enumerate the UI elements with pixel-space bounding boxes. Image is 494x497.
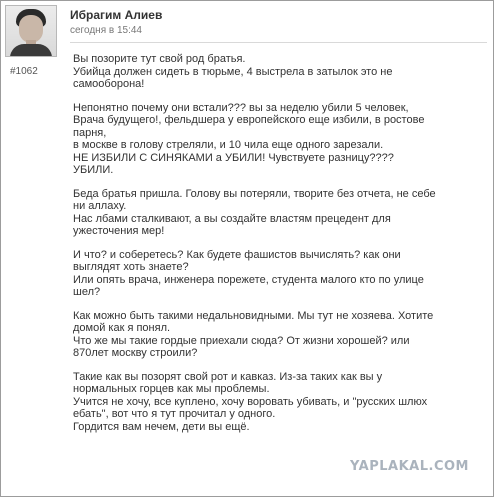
post-body — [73, 53, 483, 444]
post-paragraph — [73, 102, 483, 177]
post-text-line: Вы позорите тут свой род братья. — [73, 53, 246, 65]
post-paragraph — [73, 53, 483, 91]
post-text-line: Или опять врача, инженера порежете, студента малого кто по улице — [73, 273, 424, 286]
avatar-shirt — [10, 44, 52, 57]
post-text-line: Непонятно почему они встали??? вы за неделю убили 5 человек, — [73, 101, 409, 114]
post-number[interactable]: #1062 — [10, 66, 38, 77]
post-paragraph — [73, 371, 483, 434]
post-text-line: Нас лбами сталкивают, а вы создайте властям прецедент для — [73, 212, 391, 225]
post-text-line: Врача будущего!, фельдшера у европейского еще избили, в ростове — [73, 114, 425, 126]
post-text-line: ни аллаху. — [73, 200, 127, 212]
post-text-line: Убийца должен сидеть в тюрьме, 4 выстрела в затылок это не — [73, 65, 393, 78]
post-text-line: НЕ ИЗБИЛИ С СИНЯКАМИ а УБИЛИ! Чувствуете разницу???? — [73, 151, 394, 164]
avatar-face — [19, 15, 43, 43]
post-text-line: нормальных горцев как мы проблемы. — [73, 383, 270, 395]
post-text-line: Гордится вам нечем, дети вы ещё. — [73, 420, 250, 433]
post-text-line: ебать", вот что я тут прочитал у одного. — [73, 408, 276, 420]
post-text-line: Учится не хочу, все куплено, хочу воровать убивать, и "русских шлюх — [73, 395, 428, 408]
post-text-line: Что же мы такие гордые приехали сюда? От жизни хорошей? или — [73, 334, 410, 347]
post-text-line: выглядят хоть знаете? — [73, 261, 189, 273]
post-paragraph — [73, 188, 483, 238]
post-text-line: И что? и соберетесь? Как будете фашистов вычислять? как они — [73, 248, 401, 261]
post-text-line: ужесточения мер! — [73, 225, 165, 237]
avatar[interactable] — [5, 5, 57, 57]
site-watermark: YAPLAKAL.COM — [350, 459, 469, 474]
post-text-line: Такие как вы позорят свой рот и кавказ. Из-за таких как вы у — [73, 370, 383, 383]
post-text-line: Беда братья пришла. Голову вы потеряли, творите без отчета, не себе — [73, 187, 436, 200]
post-text-line: домой как я понял. — [73, 322, 171, 334]
post-text-line: 870лет москву строили? — [73, 347, 198, 359]
post-timestamp: сегодня в 15:44 — [70, 25, 142, 36]
author-name[interactable]: Ибрагим Алиев — [70, 8, 163, 22]
post-paragraph — [73, 249, 483, 299]
post-text-line: шел? — [73, 286, 101, 298]
post-text-line: в москве в голову стреляли, и 10 чила еще одного зарезали. — [73, 139, 384, 151]
post-text-line: парня, — [73, 126, 107, 139]
post-header — [70, 8, 487, 43]
post-text-line: самооборона! — [73, 78, 145, 90]
post-text-line: УБИЛИ. — [73, 164, 114, 176]
post-paragraph — [73, 310, 483, 360]
post-text-line: Как можно быть такими недальновидными. Мы тут не хозяева. Хотите — [73, 309, 434, 322]
